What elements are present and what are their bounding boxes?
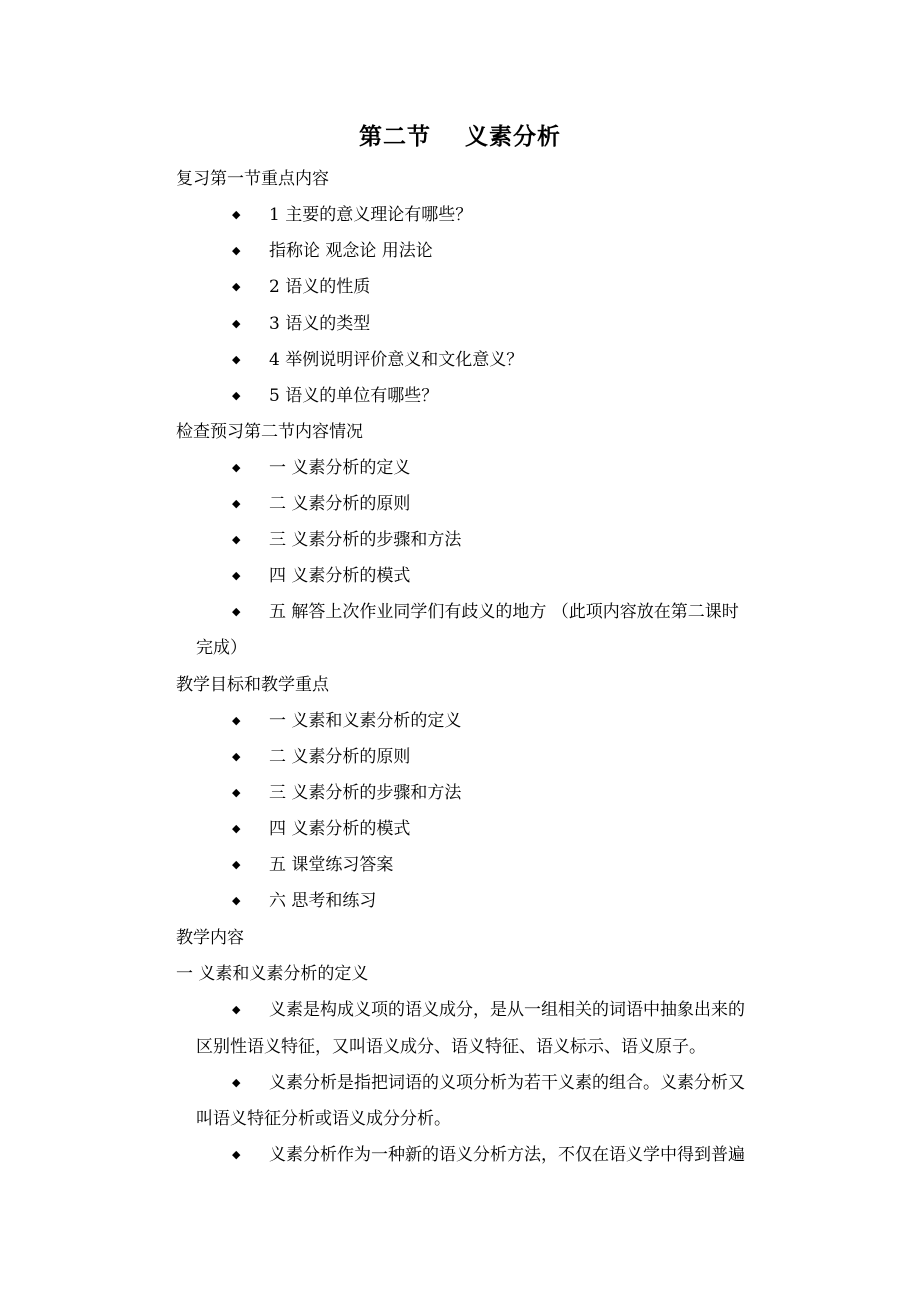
preview-item-continuation: 完成） bbox=[196, 638, 247, 658]
preview-item: ◆ 三 义素分析的步骤和方法 bbox=[232, 530, 462, 550]
diamond-bullet-icon: ◆ bbox=[232, 822, 241, 835]
diamond-bullet-icon: ◆ bbox=[232, 894, 241, 907]
preview-item: ◆ 五 解答上次作业同学们有歧义的地方 （此项内容放在第二课时 bbox=[232, 602, 739, 622]
diamond-bullet-icon: ◆ bbox=[232, 461, 241, 474]
diamond-bullet-icon: ◆ bbox=[232, 208, 241, 221]
diamond-bullet-icon: ◆ bbox=[232, 750, 241, 763]
goals-item: ◆ 五 课堂练习答案 bbox=[232, 855, 394, 875]
diamond-bullet-icon: ◆ bbox=[232, 605, 241, 618]
goals-item: ◆ 二 义素分析的原则 bbox=[232, 747, 411, 767]
content-paragraph-line: ◆ 义素分析是指把词语的义项分析为若干义素的组合。义素分析又 bbox=[232, 1073, 745, 1093]
goals-item: ◆ 四 义素分析的模式 bbox=[232, 819, 411, 839]
diamond-bullet-icon: ◆ bbox=[232, 280, 241, 293]
diamond-bullet-icon: ◆ bbox=[232, 353, 241, 366]
title-section-number: 第二节 bbox=[359, 123, 431, 150]
content-paragraph-line: ◆ 义素是构成义项的语义成分，是从一组相关的词语中抽象出来的 bbox=[232, 1000, 745, 1020]
review-item: ◆ 3 语义的类型 bbox=[232, 314, 371, 334]
diamond-bullet-icon: ◆ bbox=[232, 497, 241, 510]
content-paragraph-line: 区别性语义特征，又叫语义成分、语义特征、语义标示、语义原子。 bbox=[196, 1037, 706, 1057]
review-heading: 复习第一节重点内容 bbox=[176, 169, 329, 189]
diamond-bullet-icon: ◆ bbox=[232, 244, 241, 257]
review-item: ◆ 1 主要的意义理论有哪些？ bbox=[232, 205, 473, 225]
goals-heading: 教学目标和教学重点 bbox=[176, 675, 329, 695]
diamond-bullet-icon: ◆ bbox=[232, 1148, 241, 1161]
goals-item: ◆ 三 义素分析的步骤和方法 bbox=[232, 783, 462, 803]
content-paragraph-line: ◆ 义素分析作为一种新的语义分析方法，不仅在语义学中得到普遍 bbox=[232, 1145, 745, 1165]
diamond-bullet-icon: ◆ bbox=[232, 389, 241, 402]
preview-item: ◆ 一 义素分析的定义 bbox=[232, 458, 411, 478]
diamond-bullet-icon: ◆ bbox=[232, 317, 241, 330]
review-item: ◆ 4 举例说明评价意义和文化意义？ bbox=[232, 350, 524, 370]
diamond-bullet-icon: ◆ bbox=[232, 1076, 241, 1089]
diamond-bullet-icon: ◆ bbox=[232, 569, 241, 582]
goals-item: ◆ 六 思考和练习 bbox=[232, 891, 377, 911]
review-item: ◆ 5 语义的单位有哪些？ bbox=[232, 386, 439, 406]
diamond-bullet-icon: ◆ bbox=[232, 714, 241, 727]
diamond-bullet-icon: ◆ bbox=[232, 858, 241, 871]
review-item: ◆ 2 语义的性质 bbox=[232, 277, 371, 297]
diamond-bullet-icon: ◆ bbox=[232, 533, 241, 546]
preview-item: ◆ 二 义素分析的原则 bbox=[232, 494, 411, 514]
content-heading: 教学内容 bbox=[176, 928, 244, 948]
preview-heading: 检查预习第二节内容情况 bbox=[176, 422, 363, 442]
goals-item: ◆ 一 义素和义素分析的定义 bbox=[232, 711, 462, 731]
title-topic: 义素分析 bbox=[465, 123, 561, 150]
content-subheading: 一 义素和义素分析的定义 bbox=[176, 964, 369, 984]
preview-item: ◆ 四 义素分析的模式 bbox=[232, 566, 411, 586]
review-item: ◆ 指称论 观念论 用法论 bbox=[232, 241, 433, 261]
page-title bbox=[0, 118, 920, 151]
content-paragraph-line: 叫语义特征分析或语义成分分析。 bbox=[196, 1109, 451, 1129]
diamond-bullet-icon: ◆ bbox=[232, 786, 241, 799]
diamond-bullet-icon: ◆ bbox=[232, 1003, 241, 1016]
